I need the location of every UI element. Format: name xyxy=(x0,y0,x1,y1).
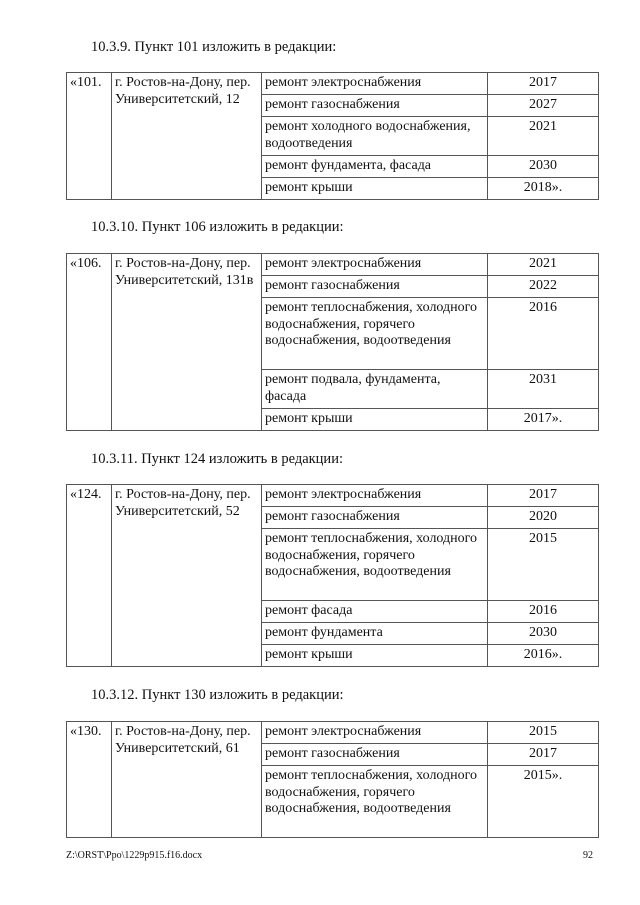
year-cell: 2020 xyxy=(488,507,599,529)
year-cell: 2017 xyxy=(488,485,599,507)
work-cell: ремонт теплоснабжения, холодного водоснабжения, горячего водоснабжения, водоотведения xyxy=(262,529,488,601)
year-cell: 2021 xyxy=(488,254,599,276)
work-cell: ремонт подвала, фундамента, фасада xyxy=(262,370,488,409)
item-number: «106. xyxy=(67,254,112,431)
item-number: «130. xyxy=(67,722,112,838)
work-cell: ремонт холодного водоснабжения, водоотведения xyxy=(262,117,488,156)
year-cell: 2015 xyxy=(488,529,599,601)
year-cell: 2016». xyxy=(488,645,599,667)
work-cell: ремонт теплоснабжения, холодного водоснабжения, горячего водоснабжения, водоотведения xyxy=(262,766,488,838)
address-cell: г. Ростов-на-Дону, пер. Университетский, 52 xyxy=(112,485,262,667)
repair-table xyxy=(66,253,599,431)
section-heading: 10.3.10. Пункт 106 изложить в редакции: xyxy=(91,219,344,235)
section-heading: 10.3.11. Пункт 124 изложить в редакции: xyxy=(91,451,343,467)
address-cell: г. Ростов-на-Дону, пер. Университетский, 61 xyxy=(112,722,262,838)
year-cell: 2017 xyxy=(488,744,599,766)
year-cell: 2027 xyxy=(488,95,599,117)
section-heading: 10.3.12. Пункт 130 изложить в редакции: xyxy=(91,687,344,703)
year-cell: 2021 xyxy=(488,117,599,156)
work-cell: ремонт электроснабжения xyxy=(262,485,488,507)
section-heading: 10.3.9. Пункт 101 изложить в редакции: xyxy=(91,39,337,55)
year-cell: 2016 xyxy=(488,601,599,623)
page-number: 92 xyxy=(583,850,593,861)
repair-table xyxy=(66,721,599,838)
work-cell: ремонт фундамента, фасада xyxy=(262,156,488,178)
year-cell: 2017». xyxy=(488,409,599,431)
year-cell: 2030 xyxy=(488,623,599,645)
work-cell: ремонт электроснабжения xyxy=(262,73,488,95)
work-cell: ремонт газоснабжения xyxy=(262,507,488,529)
work-cell: ремонт фасада xyxy=(262,601,488,623)
address-cell: г. Ростов-на-Дону, пер. Университетский, 12 xyxy=(112,73,262,200)
work-cell: ремонт газоснабжения xyxy=(262,95,488,117)
work-cell: ремонт крыши xyxy=(262,645,488,667)
year-cell: 2016 xyxy=(488,298,599,370)
year-cell: 2015». xyxy=(488,766,599,838)
footer-file-path: Z:\ORST\Ppo\1229p915.f16.docx xyxy=(66,850,203,861)
repair-table xyxy=(66,484,599,667)
year-cell: 2018». xyxy=(488,178,599,200)
work-cell: ремонт крыши xyxy=(262,178,488,200)
work-cell: ремонт фундамента xyxy=(262,623,488,645)
item-number: «101. xyxy=(67,73,112,200)
work-cell: ремонт газоснабжения xyxy=(262,744,488,766)
year-cell: 2017 xyxy=(488,73,599,95)
work-cell: ремонт теплоснабжения, холодного водоснабжения, горячего водоснабжения, водоотведения xyxy=(262,298,488,370)
year-cell: 2031 xyxy=(488,370,599,409)
year-cell: 2030 xyxy=(488,156,599,178)
work-cell: ремонт электроснабжения xyxy=(262,722,488,744)
work-cell: ремонт крыши xyxy=(262,409,488,431)
work-cell: ремонт газоснабжения xyxy=(262,276,488,298)
item-number: «124. xyxy=(67,485,112,667)
year-cell: 2022 xyxy=(488,276,599,298)
work-cell: ремонт электроснабжения xyxy=(262,254,488,276)
year-cell: 2015 xyxy=(488,722,599,744)
address-cell: г. Ростов-на-Дону, пер. Университетский, 131в xyxy=(112,254,262,431)
repair-table xyxy=(66,72,599,200)
